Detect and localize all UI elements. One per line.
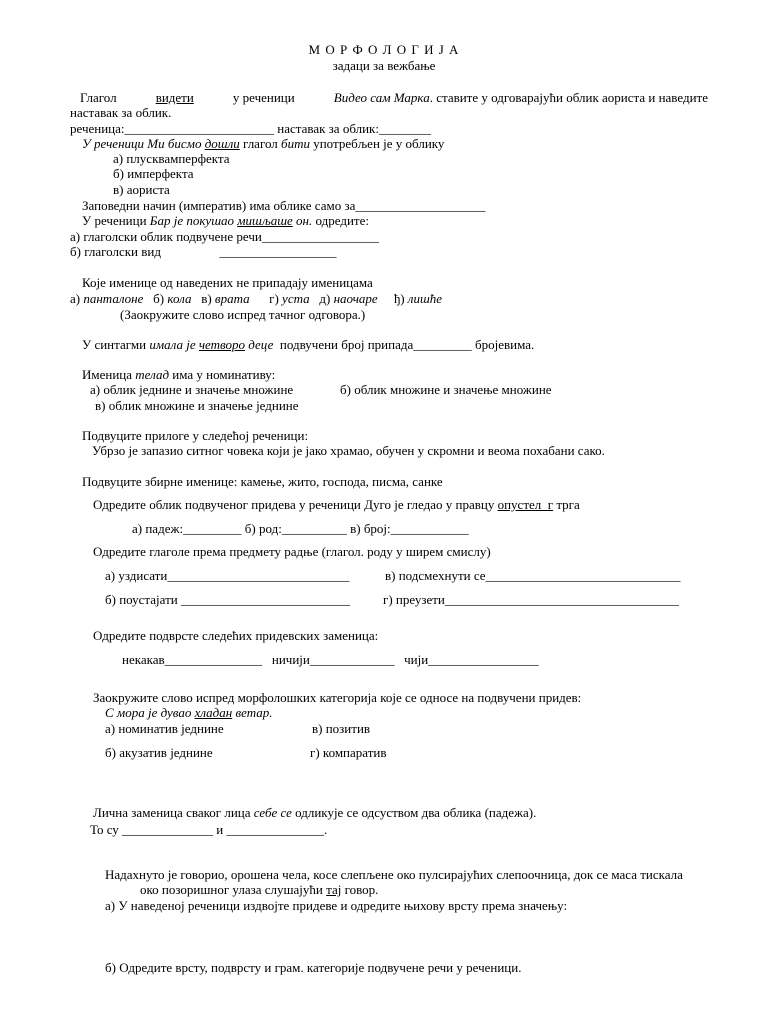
q2-lead: У реченици Ми бисмо дошли глагол бити употребљен је у облику — [82, 136, 445, 151]
q11-item-c: б) поустајати __________________________ — [105, 592, 350, 607]
q15-task-a: а) У наведеној реченици издвојте придеве и одредите њихову врсту према значењу: — [105, 898, 568, 913]
q12-items: некакав_______________ ничији_____________ чији_________________ — [122, 652, 539, 667]
q2-option-b: б) имперфекта — [113, 166, 194, 181]
page-title: М О Р Ф О Л О Г И Ј А — [308, 42, 460, 57]
q8-lead: Подвуците прилоге у следећој реченици: — [82, 428, 309, 443]
q11-item-a: а) уздисати____________________________ — [105, 568, 350, 583]
q13-option-b: в) позитив — [312, 721, 371, 736]
q11-lead: Одредите глаголе према предмету радње (глагол. роду у ширем смислу) — [93, 544, 491, 559]
q2-underlined-verb: дошли — [204, 136, 240, 151]
q10-underlined-adjective: опустел г — [497, 497, 554, 512]
q8-sentence: Убрзо је запазио ситног човека који је јако храмао, обучен у скромни и веома похабани сако. — [92, 443, 605, 458]
q7-option-b: б) облик множине и значење множине — [340, 382, 552, 397]
q4-line-a: а) глаголски облик подвучене речи__________________ — [70, 229, 379, 244]
q12-lead: Одредите подврсте следећих придевских заменица: — [93, 628, 379, 643]
q10-parts: а) падеж:_________ б) род:__________ в) број:____________ — [132, 521, 469, 536]
q10-lead: Одредите облик подвученог придева у реченици Дуго је гледао у правцу опустел г трга — [93, 497, 580, 512]
page-subtitle: задаци за вежбање — [332, 58, 436, 73]
q13-option-c: б) акузатив једнине — [105, 745, 213, 760]
q13-underlined-adjective: хладан — [194, 705, 233, 720]
q4-line-b: б) глаголски вид __________________ — [70, 244, 337, 259]
q15-sentence-line1: Надахнуто је говорио, орошена чела, косе слепљене око пулсирајућих слепоочница, док се маса тискала — [105, 867, 683, 882]
q5-options: а) панталоне б) кола в) врата г) уста д) наочаре ђ) лишће — [70, 291, 443, 306]
q3-text: Заповедни начин (императив) има облике само за____________________ — [82, 198, 486, 213]
q1-line2: наставак за облик. — [70, 105, 172, 120]
q4-underlined-word: мишљаше — [237, 213, 293, 228]
q15-sentence-line2: око позоришног улаза слушајући тај говор. — [140, 882, 379, 897]
q14-line1: Лична заменица сваког лица себе се одликује се одсуством два облика (падежа). — [93, 805, 537, 820]
q1-sentence: Видео сам Марка — [333, 90, 430, 105]
q2-option-a: а) плусквамперфекта — [113, 151, 230, 166]
q11-item-d: г) преузети____________________________________ — [383, 592, 679, 607]
q5-note: (Заокружите слово испред тачног одговора.) — [120, 307, 366, 322]
q1-line1: Глагол видети у реченици Видео сам Марка. ставите у одговарајући облик аориста и наведите — [80, 90, 708, 105]
q2-option-c: в) аориста — [113, 182, 170, 197]
q13-lead: Заокружите слово испред морфолошких категорија које се односе на подвучени придев: — [93, 690, 582, 705]
q7-lead: Именица телад има у номинативу: — [82, 367, 276, 382]
q4-lead: У реченици Бар је покушао мишљаше он. одредите: — [82, 213, 369, 228]
q6-text: У синтагми имала је четворо деце подвучени број припада_________ бројевима. — [82, 337, 535, 352]
q6-underlined-number: четворо — [198, 337, 246, 352]
q13-option-a: а) номинатив једнине — [105, 721, 224, 736]
q1-answer-line: реченица:_______________________ наставак за облик:________ — [70, 121, 431, 136]
q9-text: Подвуците збирне именице: камење, жито, господа, писма, санке — [82, 474, 443, 489]
q7-option-a: а) облик једнине и значење множине — [90, 382, 294, 397]
q7-option-c: в) облик множине и значење једнине — [95, 398, 299, 413]
q5-lead: Које именице од наведених не припадају именицама — [82, 275, 373, 290]
q1-verb: видети — [155, 90, 194, 105]
q13-option-d: г) компаратив — [310, 745, 387, 760]
q13-sentence: С мора је дувао хладан ветар. — [105, 705, 273, 720]
q15-task-b: б) Одредите врсту, подврсту и грам. категорије подвучене речи у реченици. — [105, 960, 522, 975]
q15-underlined-word: тај — [326, 882, 342, 897]
q14-line2: То су ______________ и _______________. — [90, 822, 328, 837]
q11-item-b: в) подсмехнути се______________________________ — [385, 568, 681, 583]
